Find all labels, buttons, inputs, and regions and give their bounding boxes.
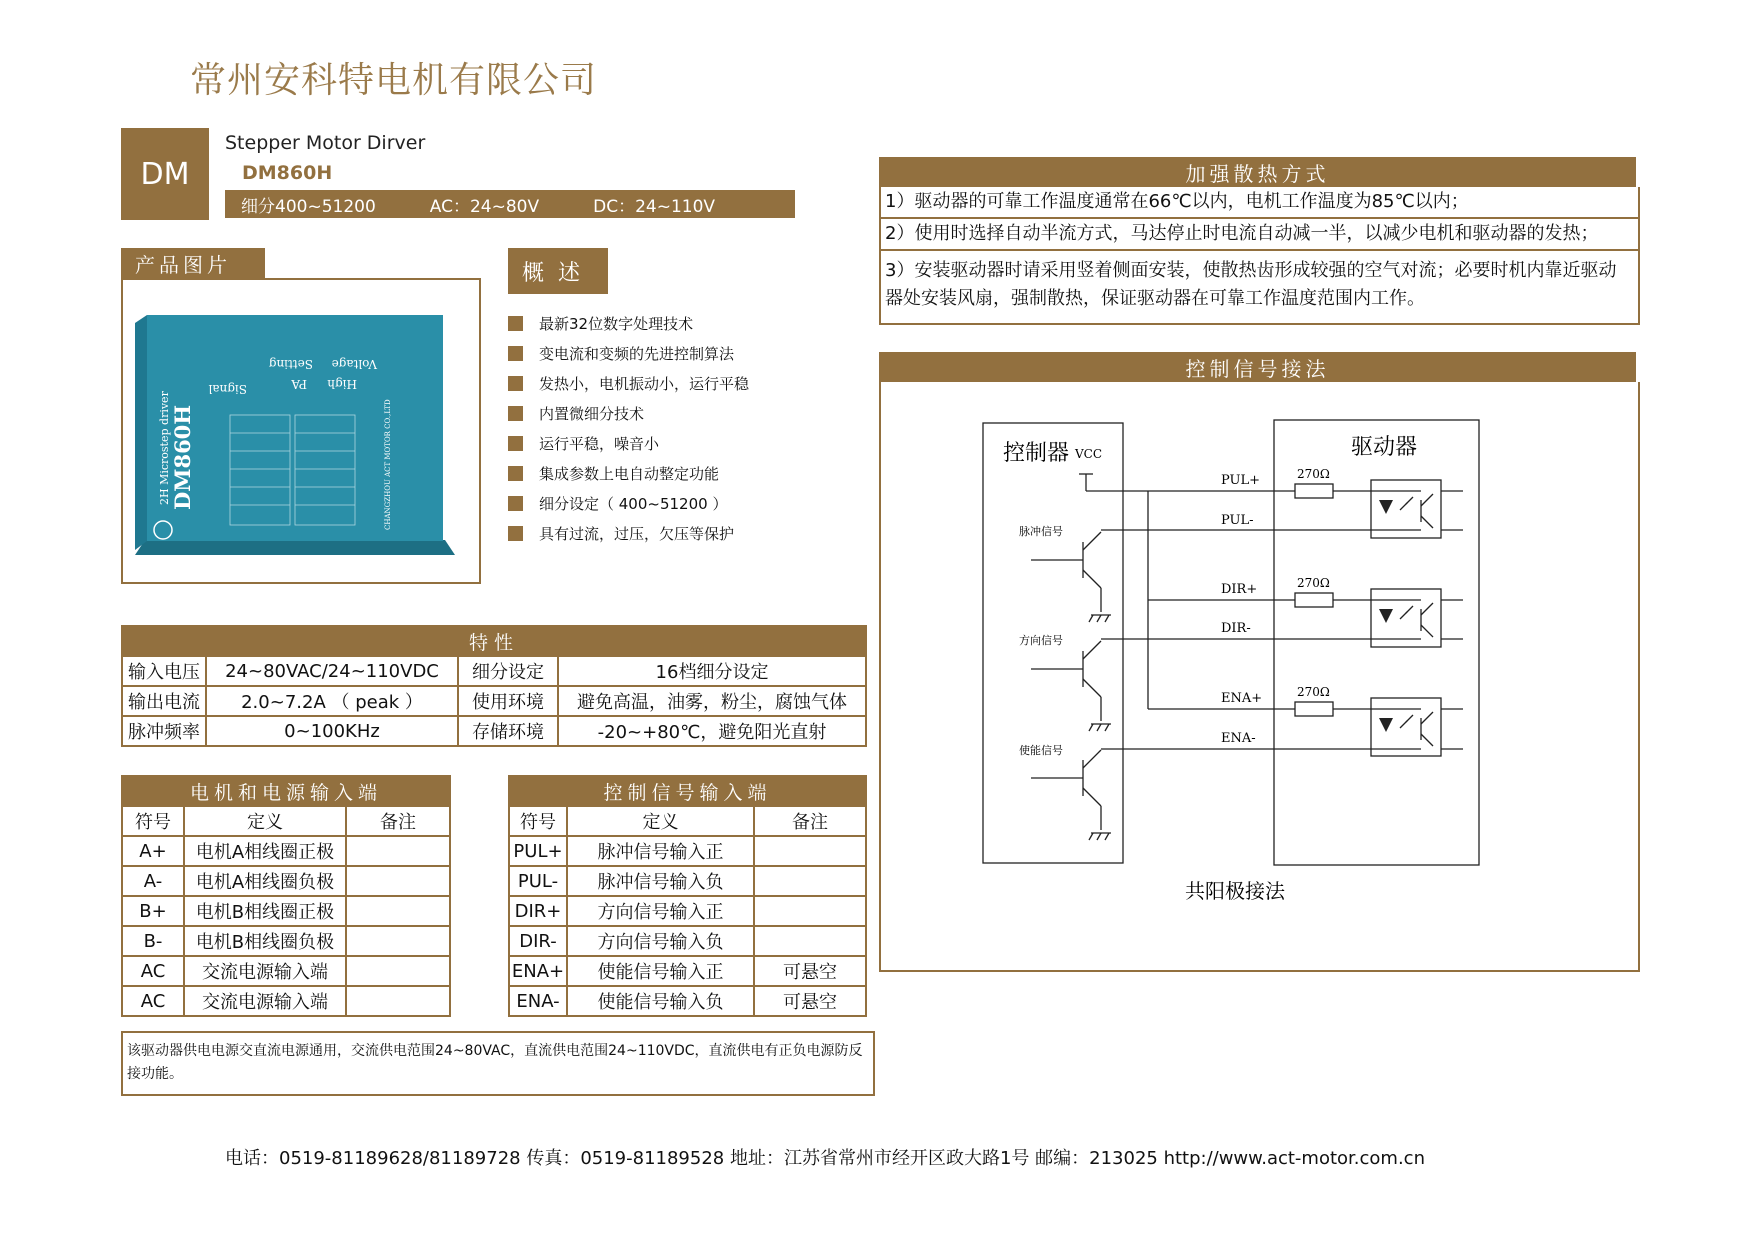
heat-title: 加强散热方式 — [879, 157, 1636, 187]
optocoupler-2 — [1371, 589, 1441, 647]
list-item: 具有过流，过压，欠压等保护 — [508, 518, 868, 548]
list-item: 最新32位数字处理技术 — [508, 308, 868, 338]
pin-label: DIR+ — [1221, 582, 1258, 597]
controller-label: 控制器 — [1003, 441, 1070, 466]
driver-sub: 2H Microstep driver — [158, 391, 171, 505]
vcc-label: VCC — [1075, 447, 1103, 461]
table-row: AC 交流电源输入端 — [122, 986, 450, 1016]
spec-bar — [225, 190, 795, 218]
product-image-tab: 产品图片 — [121, 248, 265, 278]
input-label: 使能信号 — [1019, 744, 1063, 757]
heat-line: 3）安装驱动器时请采用竖着侧面安装，使散热齿形成较强的空气对流；必要时机内靠近驱动器处安装风扇，强制散热，保证驱动器在可靠工作温度范围内工作。 — [885, 260, 1617, 309]
driver-maker: CHANGZHOU ACT MOTOR CO.,LTD — [384, 399, 392, 530]
table-header-row: 符号 定义 备注 — [122, 806, 450, 836]
company-name: 常州安科特电机有限公司 — [190, 60, 598, 101]
bullet-icon — [508, 496, 523, 511]
overview-tab: 概述 — [508, 248, 608, 294]
optocoupler-3 — [1371, 698, 1441, 756]
heat-line: 1）驱动器的可靠工作温度通常在66℃以内，电机工作温度为85℃以内； — [881, 187, 1638, 219]
resistor-label: 270Ω — [1297, 467, 1330, 481]
list-item: 细分设定（ 400~51200 ） — [508, 488, 868, 518]
table-row: AC 交流电源输入端 — [122, 956, 450, 986]
wiring-caption: 共阳极接法 — [1185, 879, 1285, 903]
panel-label-high: High — [327, 377, 357, 391]
signal-panel — [879, 382, 1640, 972]
driver-label: DM860H — [170, 404, 195, 510]
features-table — [121, 625, 867, 747]
panel-label-pa: PA — [291, 377, 307, 391]
resistor-3 — [1295, 702, 1333, 716]
control-table-caption: 控制信号输入端 — [509, 776, 866, 806]
bullet-icon — [508, 376, 523, 391]
table-row: 输出电流 2.0~7.2A （ peak ） 使用环境 避免高温，油雾，粉尘，腐蚀气体 — [122, 686, 866, 716]
table-row: B+ 电机B相线圈正极 — [122, 896, 450, 926]
led-icon — [1379, 718, 1393, 732]
driver-base — [135, 540, 455, 555]
table-row: B- 电机B相线圈负极 — [122, 926, 450, 956]
list-item: 内置微细分技术 — [508, 398, 868, 428]
led-icon — [1379, 609, 1393, 623]
wiring-diagram — [881, 382, 1638, 970]
resistor-label: 270Ω — [1297, 576, 1330, 590]
resistor-2 — [1295, 593, 1333, 607]
spec-dc: DC：24~110V — [593, 196, 716, 217]
motor-power-table — [121, 775, 451, 1017]
list-item: 发热小，电机振动小，运行平稳 — [508, 368, 868, 398]
product-subtitle: Stepper Motor Dirver — [225, 132, 426, 154]
input-label: 脉冲信号 — [1019, 525, 1063, 538]
resistor-1 — [1295, 484, 1333, 498]
footer-contact: 电话：0519-81189628/81189728 传真：0519-81189528 地址：江苏省常州市经开区政大路1号 邮编：213025 http://www.act-motor.com.cn — [225, 1148, 1425, 1169]
table-row: 输入电压 24~80VAC/24~110VDC 细分设定 16档细分设定 — [122, 656, 866, 686]
panel-label-voltage: Voltage — [331, 357, 377, 371]
table-header-row: 符号 定义 备注 — [509, 806, 866, 836]
control-signal-table — [508, 775, 867, 1017]
heat-line: 2）使用时选择自动半流方式，马达停止时电流自动减一半，以减少电机和驱动器的发热； — [881, 219, 1638, 251]
spec-ac: AC：24~80V — [429, 196, 540, 217]
spec-microstep: 细分400~51200 — [241, 196, 376, 217]
list-item: 集成参数上电自动整定功能 — [508, 458, 868, 488]
driver-label: 驱动器 — [1351, 435, 1418, 460]
bullet-icon — [508, 316, 523, 331]
signal-title: 控制信号接法 — [879, 352, 1636, 382]
table-row: ENA+ 使能信号输入正 可悬空 — [509, 956, 866, 986]
led-icon — [1379, 500, 1393, 514]
pin-label: PUL+ — [1221, 473, 1260, 488]
overview-list — [508, 308, 868, 548]
panel-label-signal: Signal — [208, 382, 247, 396]
series-badge: DM — [121, 128, 209, 220]
bullet-icon — [508, 526, 523, 541]
features-caption: 特性 — [122, 626, 866, 656]
motor-table-caption: 电机和电源输入端 — [122, 776, 450, 806]
bullet-icon — [508, 466, 523, 481]
driver-side — [135, 315, 147, 550]
heat-panel — [879, 187, 1640, 325]
table-row: A+ 电机A相线圈正极 — [122, 836, 450, 866]
pin-label: ENA+ — [1221, 691, 1263, 706]
list-item: 变电流和变频的先进控制算法 — [508, 338, 868, 368]
table-row: DIR- 方向信号输入负 — [509, 926, 866, 956]
table-row: DIR+ 方向信号输入正 — [509, 896, 866, 926]
table-row: 脉冲频率 0~100KHz 存储环境 -20~+80℃，避免阳光直射 — [122, 716, 866, 746]
driver-photo — [135, 315, 455, 565]
table-row: PUL+ 脉冲信号输入正 — [509, 836, 866, 866]
resistor-label: 270Ω — [1297, 685, 1330, 699]
optocoupler-1 — [1371, 480, 1441, 538]
power-note: 该驱动器供电电源交直流电源通用，交流供电范围24~80VAC，直流供电范围24~110VDC，直流供电有正负电源防反接功能。 — [121, 1031, 875, 1096]
list-item: 运行平稳，噪音小 — [508, 428, 868, 458]
product-model: DM860H — [242, 162, 333, 184]
bullet-icon — [508, 346, 523, 361]
bullet-icon — [508, 436, 523, 451]
table-row: ENA- 使能信号输入负 可悬空 — [509, 986, 866, 1016]
table-row: A- 电机A相线圈负极 — [122, 866, 450, 896]
pin-label: DIR- — [1221, 621, 1251, 636]
pin-label: PUL- — [1221, 513, 1254, 528]
panel-label-setting: Setting — [268, 357, 313, 371]
input-label: 方向信号 — [1019, 634, 1063, 647]
bullet-icon — [508, 406, 523, 421]
table-row: PUL- 脉冲信号输入负 — [509, 866, 866, 896]
pin-label: ENA- — [1221, 731, 1256, 746]
